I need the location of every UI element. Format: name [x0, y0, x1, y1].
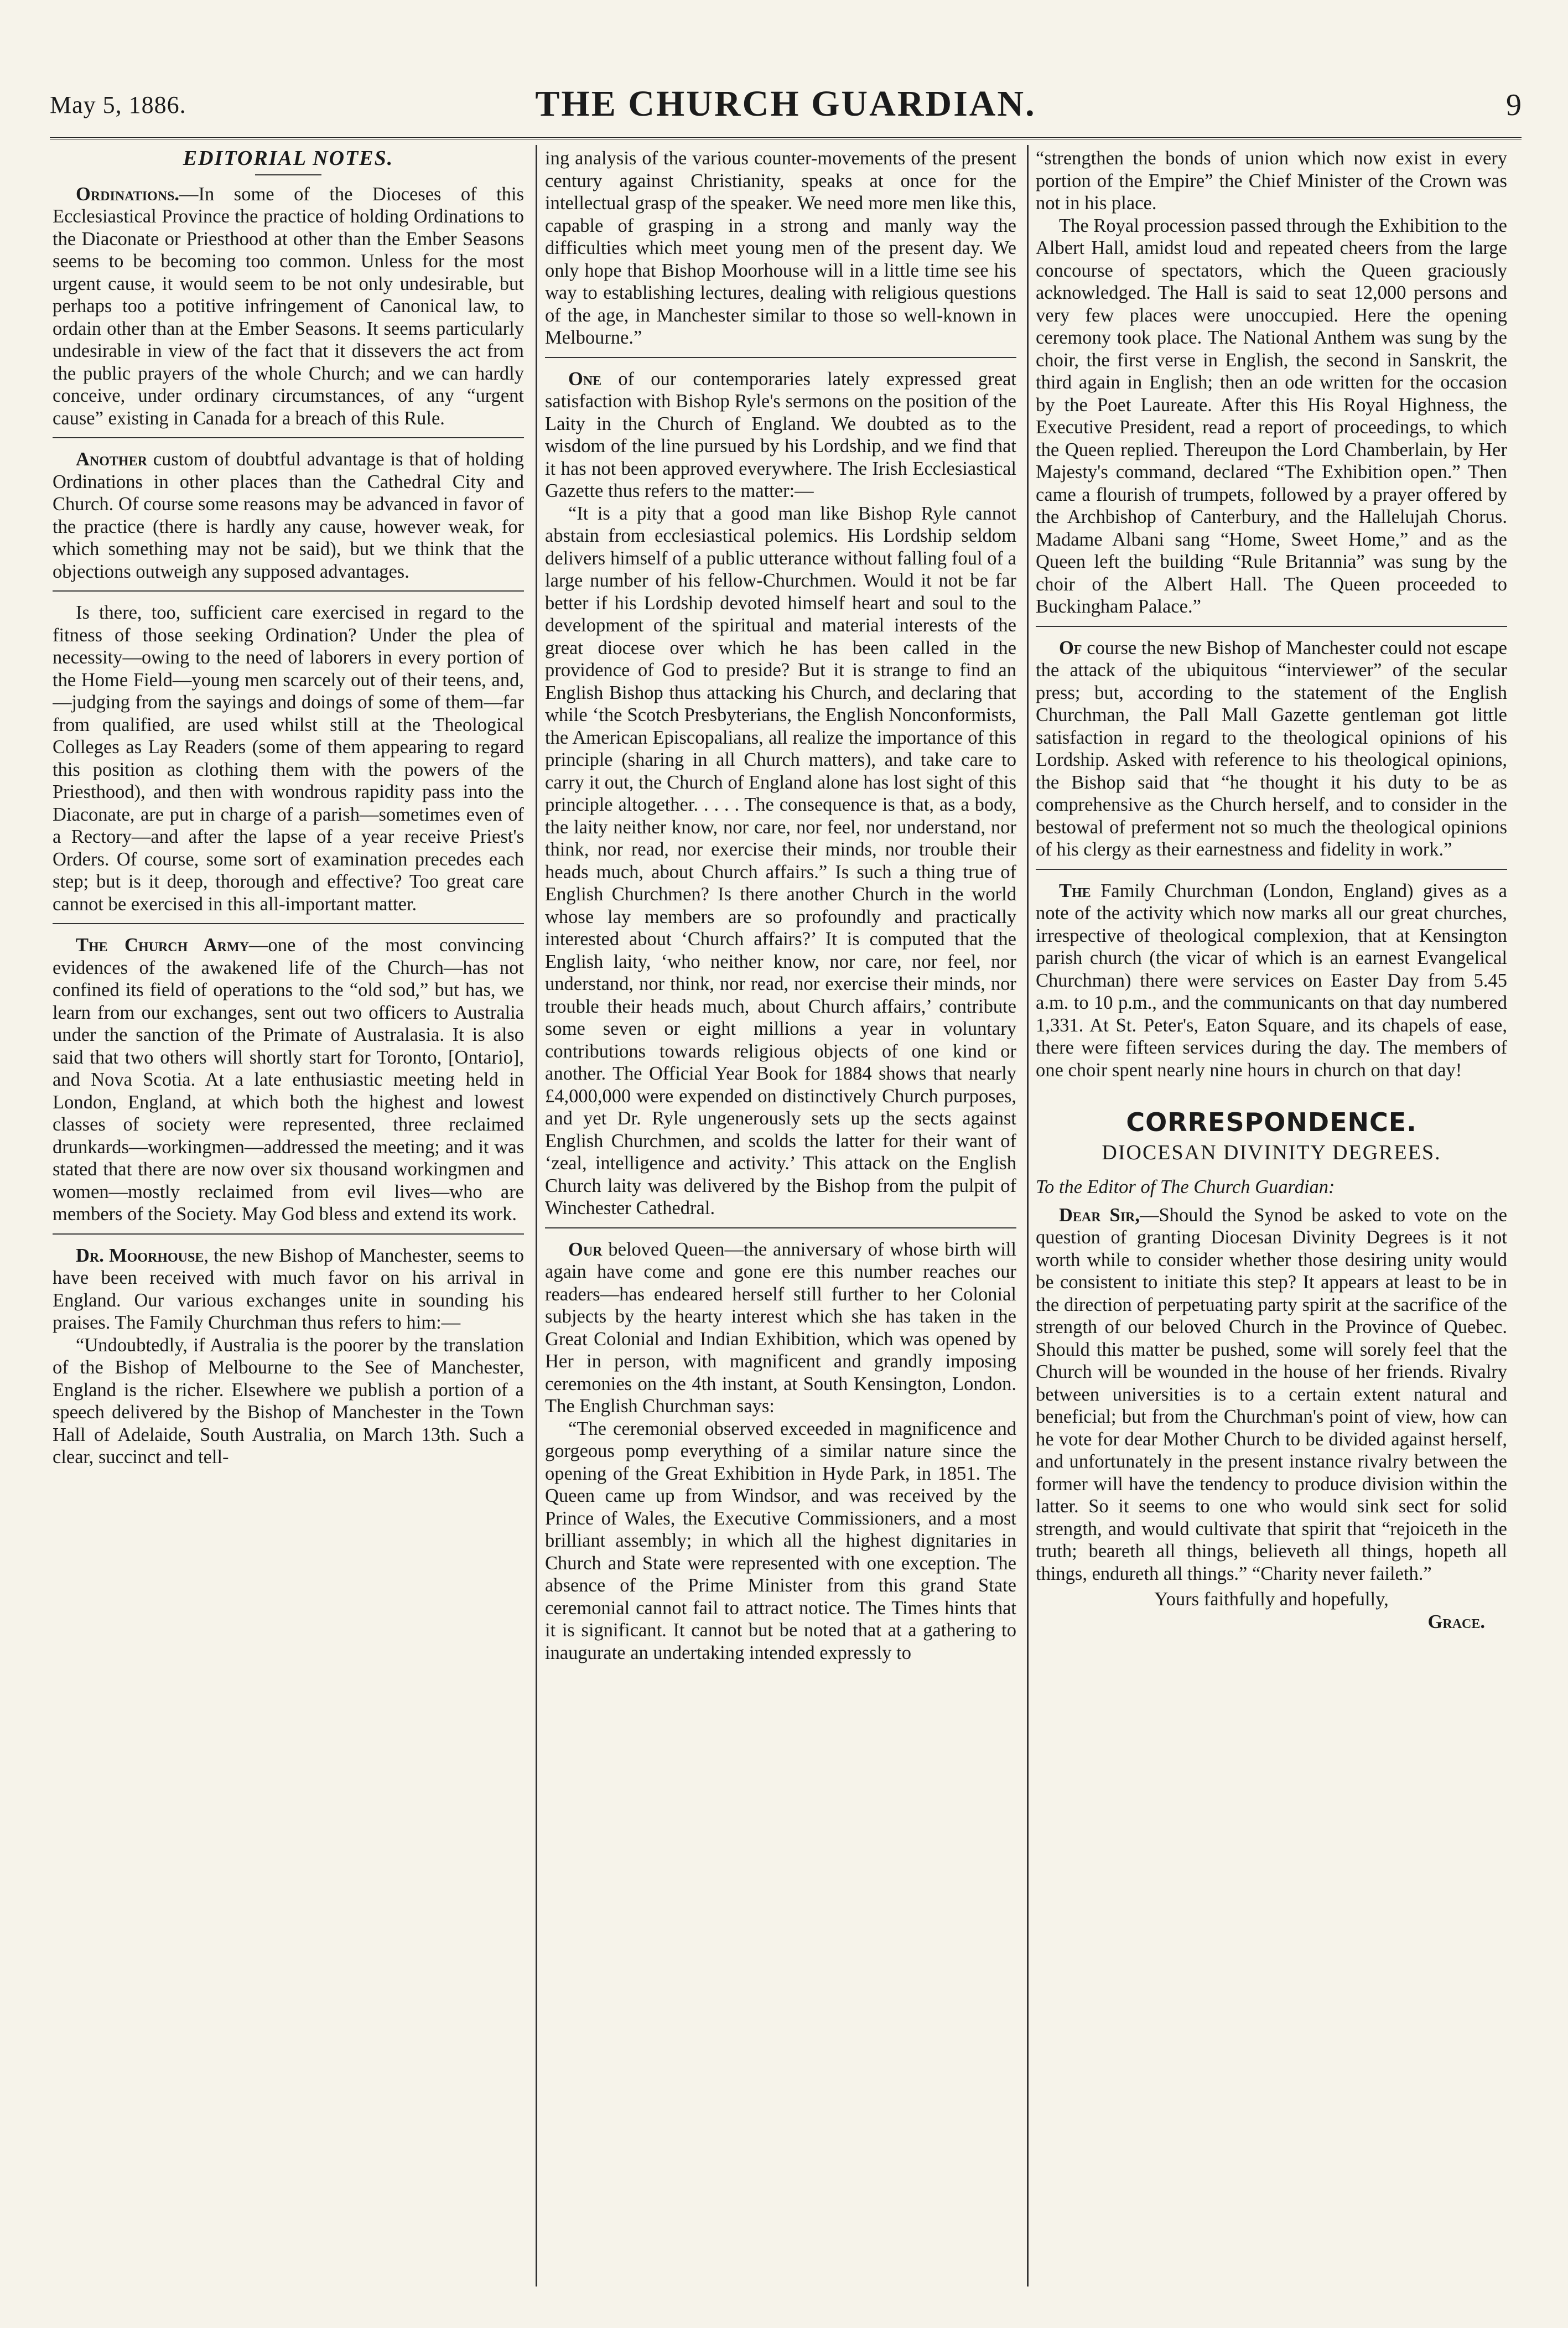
paragraph-text: —In some of the Dioceses of this Ecclesiastical Province the practice of holding Ordinations to the Diaconate or Priesthood at other than the Ember Seasons seems to be becoming too common. Unless for the most urgent cause, it would seem to be not only undesirable, but perhaps too a potitive infringement of Canonical law, to ordain other than at the Ember Seasons. It seems particularly undesirable in view of the fact that it dissevers the act from the public prayers of the whole Church; and we can hardly conceive, under ordinary circumstances, of any “urgent cause” existing in Canada for a breach of this Rule.: [53, 183, 524, 429]
paragraph: [53, 1245, 524, 1334]
lead-word: The: [1059, 880, 1091, 901]
article-church-army: [53, 934, 524, 1235]
paragraph-text: , the new Bishop of Manchester, seems to have been received with much favor on his arrival in England. Our various exchanges unite in sounding his praises. The Family Churchman thus refers to him:—: [53, 1245, 524, 1333]
issue-date: May 5, 1886.: [50, 91, 186, 118]
letter-signature: Grace.: [1427, 1611, 1485, 1632]
article-moorhouse-continued: [545, 147, 1016, 358]
letter-addressee: To the Editor of The Church Guardian:: [1036, 1176, 1335, 1197]
article-queen-exhibition: [545, 1238, 1016, 1672]
quotation: “Undoubtedly, if Australia is the poorer by the translation of the Bishop of Melbourne to the See of Manchester, England is the richer. Elsewhere we publish a portion of a speech delivered by the Bishop of Manchester in the Town Hall of Adelaide, South Australia, on March 13th. Such a clear, succinct and tell-: [53, 1334, 524, 1468]
correspondence-heading: CORRESPONDENCE.: [1126, 1107, 1417, 1137]
paragraph: [53, 183, 524, 430]
correspondence-section: [1036, 1107, 1507, 1633]
column-3: [1036, 147, 1507, 2294]
quotation-continued: ing analysis of the various counter-movements of the present century against Christianity, speaks at once for the intellectual grasp of the speaker. We need more men like this, capable of grasping in a strong and manly way the difficulties which meet young men of the present day. We only hope that Bishop Moorhouse will in a little time see his way to establishing lectures, dealing with religious questions of the age, in Manchester similar to those so well-known in Melbourne.”: [545, 148, 1016, 348]
paragraph-text: course the new Bishop of Manchester could not escape the attack of the ubiquitous “interviewer” of the secular press; but, according to the statement of the English Churchman, the Pall Mall Gazette gentleman got little satisfaction in regard to the theological opinions of his Lordship. Asked with reference to his theological opinions, the Bishop said that “he thought it his duty to be as comprehensive as the Church herself, and to consider in the bestowal of preferment not so much the theological opinions of his clergy as their earnestness and fidelity in work.”: [1036, 637, 1507, 860]
lead-word: Of: [1059, 637, 1082, 659]
article-another-custom: [53, 448, 524, 592]
column-divider: [536, 145, 537, 2286]
lead-word: Our: [568, 1238, 603, 1260]
paragraph: [53, 448, 524, 583]
lead-word: Ordinations.: [76, 183, 180, 205]
paragraph: [545, 1238, 1016, 1418]
quotation-continued: “strengthen the bonds of union which now exist in every portion of the Empire” the Chief Minister of the Crown was not in his place.: [1036, 148, 1507, 214]
masthead-title: THE CHURCH GUARDIAN.: [535, 84, 1036, 124]
lead-word: One: [568, 368, 602, 390]
salutation: Dear Sir,: [1059, 1204, 1140, 1226]
paragraph-text: Family Churchman (London, England) gives as a note of the activity which now marks all our great churches, irrespective of theological complexion, that at Kensington parish church (the vicar of which is an earnest Evangelical Churchman) there were services on Easter Day from 5.45 a.m. to 10 p.m., and the communicants on that day numbered 1,331. At St. Peter's, Eaton Square, and its chapels of ease, there were fifteen services during the day. The members of one choir spent nearly nine hours in church on that day!: [1036, 880, 1507, 1081]
quotation: “It is a pity that a good man like Bishop Ryle cannot abstain from ecclesiastical polemics. His Lordship seldom delivers himself of a public utterance without falling foul of a large number of his fellow-Churchmen. Would it not be far better if his Lordship devoted himself heart and soul to the development of the spiritual and material interests of the great diocese over which he has been called in the providence of God to preside? But it is strange to find an English Bishop thus attacking his Church, and declaring that while ‘the Scotch Presbyterians, the English Nonconformists, the American Episcopalians, all realize the importance of this principle (sharing in all Church matters), and take care to carry it out, the Church of England alone has lost sight of this principle altogether. . . . . The consequence is that, as a body, the laity neither know, nor care, nor feel, nor understand, nor think, nor read, nor exercise their minds, nor trouble their heads much, about Church affairs.” Is such a thing true of English Churchmen? Is there another Church in the world whose lay members are so profoundly and practically interested about ‘Church affairs?’ It is computed that the English laity, ‘who neither know, nor care, nor feel, nor understand, nor think, nor read, nor exercise their minds, nor trouble their heads much, about Church affairs,’ contribute some seven or eight millions a year in voluntary contributions towards religious objects of one kind or another. The Official Year Book for 1884 shows that nearly £4,000,000 were expended on distinctively Church purposes, and yet Dr. Ryle ungenerously sets up the sects against English Churchmen, and scolds the latter for their want of ‘zeal, intelligence and activity.’ This attack on the English Church laity was delivered by the Bishop from the pulpit of Winchester Cathedral.: [545, 502, 1016, 1219]
article-family-churchman: [1036, 880, 1507, 1090]
heading-rule: [255, 174, 321, 175]
letter-title: DIOCESAN DIVINITY DEGREES.: [1102, 1140, 1441, 1164]
paragraph-text: —one of the most convincing evidences of the awakened life of the Church—has not confined its field of operations to the “old sod,” but has, we learn from our exchanges, sent out two officers to Australia under the sanction of the Primate of Australasia. It is also said that two others will shortly start for Toronto, [Ontario], and Nova Scotia. At a late enthusiastic meeting held in London, England, at which both the highest and lowest classes of society were represented, three reclaimed drunkards—workingmen—addressed the meeting; and it was stated that there are now over six thousand workingmen and women—mostly reclaimed from evil lives—who are members of the Society. May God bless and extend its work.: [53, 935, 524, 1225]
paragraph: [53, 934, 524, 1226]
column-divider: [1027, 145, 1029, 2286]
paragraph-text: —Should the Synod be asked to vote on the question of granting Diocesan Divinity Degrees is it not worth while to consider whether those desiring unity would be consistent to initiate this step? It appears at least to be in the direction of perpetuating party spirit at the sacrifice of the strength of our beloved Church in the Province of Quebec. Should this matter be pushed, some will sorely feel that the Church will be wounded in the house of her friends. Rivalry between universities is to a certain extent natural and beneficial; but from the Churchman's point of view, how can he vote for dear Mother Church to be divided against herself, and unfortunately in the present instance rivalry between the former will have the tendency to produce division within the latter. So it seems to one who would sink sect for solid strength, and would cultivate that spirit that “rejoiceth in the truth; beareth all things, believeth all things, hopeth all things, endureth all things.” “Charity never faileth.”: [1036, 1204, 1507, 1584]
paragraph: [1036, 637, 1507, 861]
article-bishop-ryle: [545, 368, 1016, 1228]
quotation: The Royal procession passed through the Exhibition to the Albert Hall, amidst loud and repeated cheers from the large concourse of spectators, which the Queen graciously acknowledged. The Hall is said to seat 12,000 persons and very few places were unoccupied. Here the opening ceremony took place. The National Anthem was sung by the choir, the first verse in English, the second in Sanskrit, the third again in English; then an ode written for the occasion by the Poet Laureate. After this His Royal Highness, the Executive President, read a report of proceedings, to which the Queen replied. Thereupon the Lord Chamberlain, by Her Majesty's command, declared “The Exhibition open.” Then came a flourish of trumpets, followed by a prayer offered by the Archbishop of Canterbury, and the Hallelujah Chorus. Madame Albani sang “Home, Sweet Home,” and as the Queen left the building “Rule Britannia” was sung by the choir of the Albert Hall. The Queen proceeded to Buckingham Palace.”: [1036, 215, 1507, 617]
column-2: [545, 147, 1016, 2294]
paragraph-text: of our contemporaries lately expressed great satisfaction with Bishop Ryle's sermons on the position of the Laity in the Church of England. We doubted as to the wisdom of the line pursued by his Lordship, and we find that it has not been approved everywhere. The Irish Ecclesiastical Gazette thus refers to the matter:—: [545, 368, 1016, 501]
column-1: [53, 147, 524, 2294]
paragraph-text: beloved Queen—the anniversary of whose birth will again have come and gone ere this number reaches our readers—has endeared herself still further to her Colonial subjects by the hearty interest which she has taken in the Great Colonial and Indian Exhibition, which was opened by Her in person, with magnificent and grandly imposing ceremonies on the 4th instant, at South Kensington, London. The English Churchman says:: [545, 1238, 1016, 1417]
paragraph: [545, 368, 1016, 502]
paragraph-text: Is there, too, sufficient care exercised in regard to the fitness of those seeking Ordination? Under the plea of necessity—owing to the need of laborers in every portion of the Home Field—young men scarcely out of their teens, and,—judging from the sayings and doings of some of them—far from qualified, are used whilst still at the Theological Colleges as Lay Readers (some of them appearing to regard this position as clothing them with the powers of the Priesthood), and then with wondrous rapidity pass into the Diaconate, are put in charge of a parish—sometimes even of a Rectory—and after the lapse of a year receive Priest's Orders. Of course, some sort of examination precedes each step; but is it deep, thorough and effective? Too great care cannot be exercised in this all-important matter.: [53, 602, 524, 915]
article-interviewer: [1036, 637, 1507, 870]
article-queen-continued: [1036, 147, 1507, 627]
page-header: [50, 83, 1522, 136]
paragraph: [1036, 880, 1507, 1082]
article-moorhouse: [53, 1245, 524, 1476]
article-ordinations: [53, 183, 524, 439]
section-heading: EDITORIAL NOTES.: [183, 147, 394, 170]
letter-body: [1036, 1204, 1507, 1585]
letter-signoff: Yours faithfully and hopefully,: [1154, 1589, 1389, 1610]
lead-word: Dr. Moorhouse: [76, 1245, 204, 1266]
lead-word: Another: [76, 449, 147, 470]
header-rule: [50, 137, 1522, 139]
lead-word: The Church Army: [76, 935, 249, 956]
article-sufficient-care: [53, 602, 524, 924]
quotation: “The ceremonial observed exceeded in magnificence and gorgeous pomp everything of a similar nature since the opening of the Great Exhibition in Hyde Park, in 1851. The Queen came up from Windsor, and was received by the Prince of Wales, the Executive Commissioners, and a most brilliant assembly; in which all the highest dignitaries in Church and State were represented with one exception. The absence of the Prime Minister from this grand State ceremonial cannot fail to attract notice. The Times hints that it is significant. It cannot but be noted that at a gathering to inaugurate an undertaking intended expressly to: [545, 1418, 1016, 1663]
paragraph-text: custom of doubtful advantage is that of holding Ordinations in other places than the Cathedral City and Church. Of course some reasons may be advanced in favor of the practice (there is hardly any cause, however weak, for which something may not be said), but we think that the objections outweigh any supposed advantages.: [53, 449, 524, 582]
page-number: 9: [1506, 88, 1522, 122]
